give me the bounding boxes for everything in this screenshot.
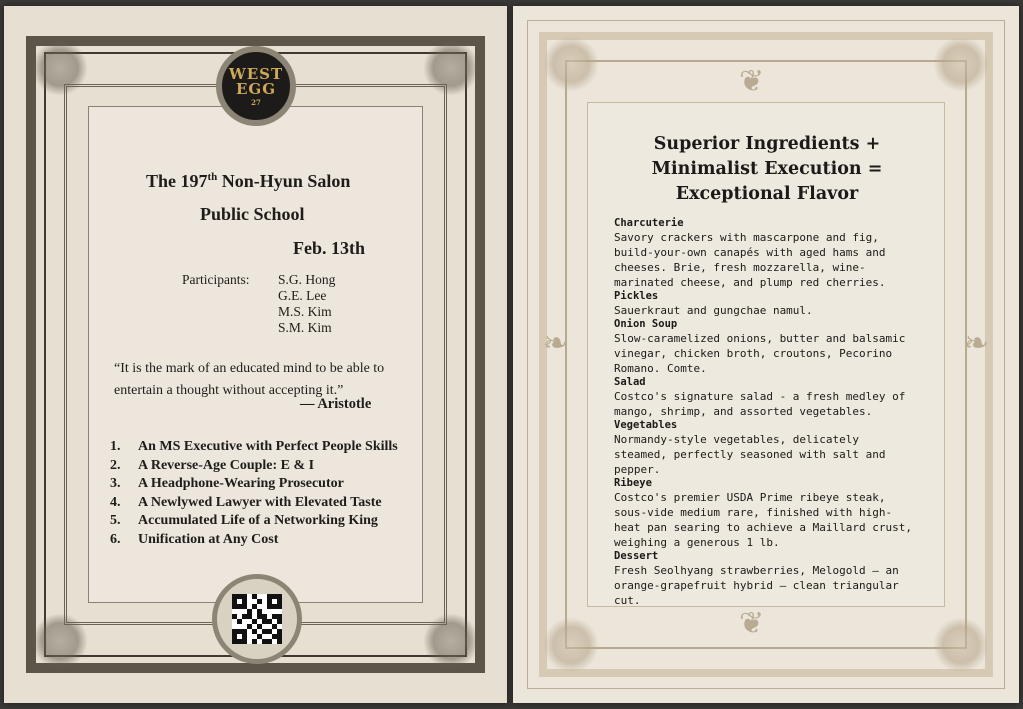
west-egg-logo [216,46,296,126]
topic-text: A Headphone-Wearing Prosecutor [138,476,344,492]
participant: S.M. Kim [278,320,332,335]
participants-label: Participants: [182,272,250,287]
top-scroll-ornament-icon: ❦ [739,64,765,99]
bottom-scroll-ornament-icon: ❦ [739,606,765,641]
flourish-icon [423,613,479,669]
participant: G.E. Lee [278,288,327,303]
menu-heading: Superior Ingredients + Minimalist Execution = Exceptional Flavor [651,134,883,204]
menu-item [614,376,914,419]
menu-item [614,419,914,477]
topic-text: Unification at Any Cost [138,531,279,547]
topic-number: 5. [110,513,121,529]
right-scroll-ornament-icon: ❧ [963,326,989,361]
topic-item [110,475,398,494]
flourish-icon [32,613,88,669]
menu-item [614,290,914,318]
salon-title-ordinal: th [207,171,218,183]
flourish-icon [32,40,88,96]
salon-title [146,171,350,192]
menu-item [614,477,914,550]
menu-item-name: Salad [614,376,646,388]
logo-line-2: EGG [235,79,277,98]
event-date: Feb. 13th [293,238,365,258]
menu-item-name: Onion Soup [614,318,678,330]
topic-number: 3. [110,476,121,492]
logo-line-1: WEST [228,64,284,83]
topic-number: 6. [110,531,121,547]
menu-item [614,217,914,290]
menu-item-name: Pickles [614,290,659,302]
menu-item-name: Vegetables [614,419,678,431]
topic-item [110,438,398,457]
menu-item-description: Costco's signature salad - a fresh medley of mango, shrimp, and assorted vegetables. [614,390,906,418]
topic-item [110,512,398,531]
menu-list [614,217,914,608]
flourish-icon [933,617,989,673]
topic-text: Accumulated Life of a Networking King [138,513,378,529]
topic-text: A Reverse-Age Couple: E & I [138,457,315,473]
venue: Public School [200,204,305,224]
topic-number: 2. [110,457,121,473]
topic-item [110,494,398,513]
flourish-icon [933,36,989,92]
flourish-icon [423,40,479,96]
qr-code-icon[interactable] [232,594,282,644]
quote: “It is the mark of an educated mind to be able to entertain a thought without accepting it.” [114,361,385,398]
participants-list [278,272,335,336]
menu-item-description: Slow-caramelized onions, butter and balsamic vinegar, chicken broth, croutons, Pecorino Romano. Comte. [614,332,906,375]
topic-item [110,531,398,550]
logo-number: 27 [251,97,261,107]
salon-title-suffix: Non-Hyun Salon [217,171,351,191]
salon-invitation-card [4,6,507,703]
menu-card [513,6,1019,703]
participant: M.S. Kim [278,304,332,319]
menu-item [614,550,914,608]
topic-number: 1. [110,439,121,454]
flourish-icon [543,36,599,92]
topic-item [110,457,398,476]
menu-item-description: Savory crackers with mascarpone and fig, build-your-own canapés with aged hams and cheeses. Brie, fresh mozzarella, wine-marinated cheese, and plump red cherries. [614,231,886,289]
topics-list [110,438,398,550]
menu-item [614,318,914,376]
menu-item-description: Fresh Seolhyang strawberries, Melogold — an orange-grapefruit hybrid — clean triangular cut. [614,564,899,607]
menu-item-name: Dessert [614,550,659,562]
participant: S.G. Hong [278,272,336,287]
menu-item-description: Costco's premier USDA Prime ribeye steak, sous-vide medium rare, finished with high-heat pan searing to achieve a Maillard crust, weighing a generous 1 lb. [614,491,913,549]
menu-item-description: Normandy-style vegetables, delicately steamed, perfectly seasoned with salt and pepper. [614,433,886,476]
topic-text: An MS Executive with Perfect People Skills [138,439,398,454]
quote-author: — Aristotle [300,396,372,412]
menu-item-name: Ribeye [614,477,652,489]
menu-item-name: Charcuterie [614,217,684,229]
topic-number: 4. [110,494,121,510]
flourish-icon [543,617,599,673]
menu-item-description: Sauerkraut and gungchae namul. [614,304,813,317]
left-scroll-ornament-icon: ❧ [543,326,569,361]
topic-text: A Newlywed Lawyer with Elevated Taste [138,494,382,510]
salon-title-prefix: The 197 [146,171,208,191]
qr-medallion [212,574,302,664]
